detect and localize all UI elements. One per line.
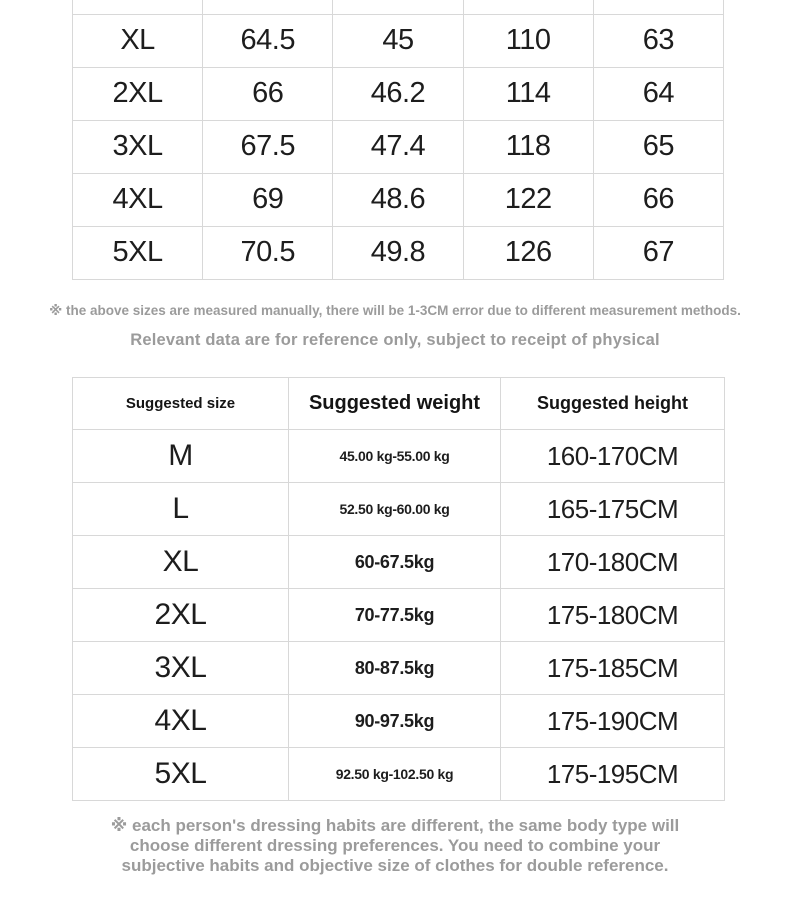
table-row	[73, 536, 725, 589]
cut-off-cell	[333, 0, 463, 14]
suggested-weight-header: Suggested weight	[289, 378, 501, 430]
measure-cell: 48.6	[333, 173, 463, 226]
table-row	[73, 67, 724, 120]
measure-cell: 122	[463, 173, 593, 226]
height-cell: 165-175CM	[501, 483, 725, 536]
cut-off-cell	[463, 0, 593, 14]
suggestion-table	[72, 377, 725, 801]
height-cell: 175-195CM	[501, 748, 725, 801]
table-row	[73, 483, 725, 536]
measure-cell: 118	[463, 120, 593, 173]
weight-cell: 90-97.5kg	[289, 695, 501, 748]
size-label-cell: 5XL	[73, 226, 203, 279]
weight-cell: 60-67.5kg	[289, 536, 501, 589]
suggested-height-header: Suggested height	[501, 378, 725, 430]
size-cell: L	[73, 483, 289, 536]
size-label-cell: 2XL	[73, 67, 203, 120]
cut-off-cell	[203, 0, 333, 14]
height-cell: 175-190CM	[501, 695, 725, 748]
table-row	[73, 642, 725, 695]
measurement-disclaimer-note: ※ the above sizes are measured manually, there will be 1-3CM error due to different measurement methods.	[49, 303, 741, 318]
measure-cell: 114	[463, 67, 593, 120]
size-cell: 2XL	[73, 589, 289, 642]
weight-cell: 52.50 kg-60.00 kg	[289, 483, 501, 536]
weight-cell: 92.50 kg-102.50 kg	[289, 748, 501, 801]
note-line: subjective habits and objective size of clothes for double reference.	[121, 856, 669, 875]
measure-cell: 66	[593, 173, 723, 226]
size-label-cell: XL	[73, 14, 203, 67]
measure-cell: 67.5	[203, 120, 333, 173]
size-cell: XL	[73, 536, 289, 589]
measure-cell: 126	[463, 226, 593, 279]
dressing-habits-note	[0, 816, 790, 876]
measure-cell: 66	[203, 67, 333, 120]
table-row	[73, 226, 724, 279]
measure-cell: 70.5	[203, 226, 333, 279]
measure-cell: 110	[463, 14, 593, 67]
table-row	[73, 173, 724, 226]
suggested-size-header: Suggested size	[73, 378, 289, 430]
cut-off-cell	[593, 0, 723, 14]
table-row	[73, 14, 724, 67]
table-row	[73, 748, 725, 801]
measure-cell: 63	[593, 14, 723, 67]
measure-cell: 69	[203, 173, 333, 226]
table-row	[73, 430, 725, 483]
cut-off-table-row	[73, 0, 724, 14]
size-cell: M	[73, 430, 289, 483]
size-cell: 5XL	[73, 748, 289, 801]
weight-cell: 45.00 kg-55.00 kg	[289, 430, 501, 483]
measure-cell: 45	[333, 14, 463, 67]
table-row	[73, 695, 725, 748]
measure-cell: 67	[593, 226, 723, 279]
measure-cell: 49.8	[333, 226, 463, 279]
table-row	[73, 589, 725, 642]
size-cell: 4XL	[73, 695, 289, 748]
cut-off-cell	[73, 0, 203, 14]
size-label-cell: 3XL	[73, 120, 203, 173]
note-line: ※ each person's dressing habits are different, the same body type will	[110, 816, 680, 835]
measure-cell: 47.4	[333, 120, 463, 173]
height-cell: 170-180CM	[501, 536, 725, 589]
reference-only-note: Relevant data are for reference only, subject to receipt of physical	[130, 331, 660, 349]
suggestion-table-header-row	[73, 378, 725, 430]
height-cell: 175-185CM	[501, 642, 725, 695]
measure-cell: 64	[593, 67, 723, 120]
measure-cell: 46.2	[333, 67, 463, 120]
size-cell: 3XL	[73, 642, 289, 695]
size-label-cell: 4XL	[73, 173, 203, 226]
note-line: choose different dressing preferences. You need to combine your	[129, 836, 661, 855]
weight-cell: 70-77.5kg	[289, 589, 501, 642]
weight-cell: 80-87.5kg	[289, 642, 501, 695]
table-row	[73, 120, 724, 173]
height-cell: 175-180CM	[501, 589, 725, 642]
measure-cell: 64.5	[203, 14, 333, 67]
height-cell: 160-170CM	[501, 430, 725, 483]
measure-cell: 65	[593, 120, 723, 173]
measurement-table	[72, 0, 724, 280]
